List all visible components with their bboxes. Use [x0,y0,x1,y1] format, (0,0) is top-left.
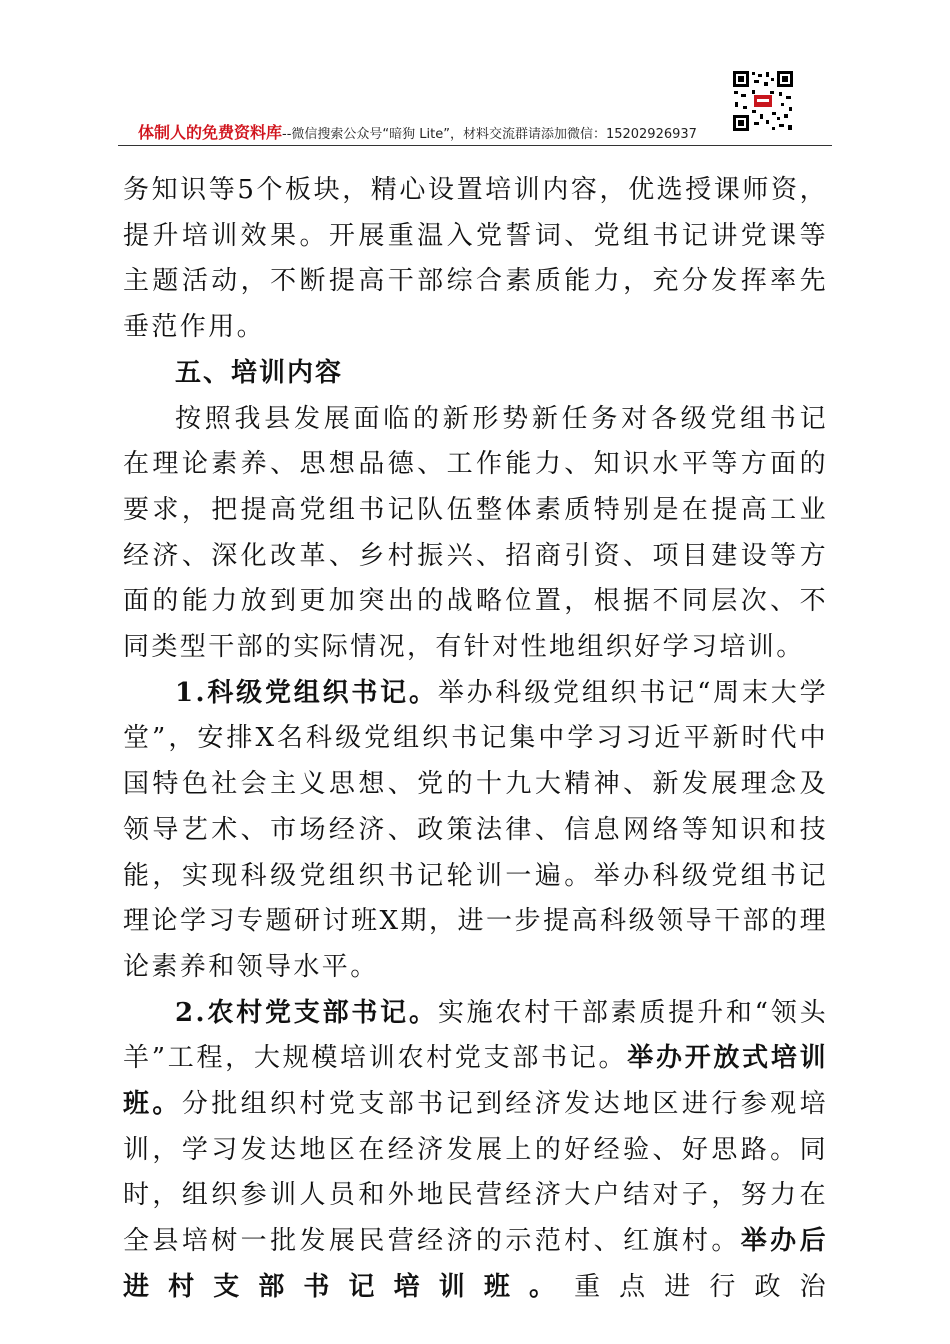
paragraph-continuation: 务知识等5个板块，精心设置培训内容，优选授课师资，提升培训效果。开展重温入党誓词、党组书记讲党课等主题活动，不断提高干部综合素质能力，充分发挥率先垂范作用。 [123,175,828,343]
item-2-text-b: 分批组织村党支部书记到经济发达地区进行参观培训，学习发达地区在经济发展上的好经验、好思路。同时，组织参训人员和外地民营经济大户结对子，努力在全县培树一批发展民营经济的示范村、红旗村。 [123,1089,828,1257]
header-brand: 体制人的免费资料库 [138,123,283,142]
item-1-text: 举办科级党组织书记“周末大学堂”，安排X名科级党组织书记集中学习习近平新时代中国特色社会主义思想、党的十九大精神、新发展理念及领导艺术、市场经济、政策法律、信息网络等知识和技能，实现科级党组织书记轮训一遍。举办科级党组书记理论学习专题研讨班X期，进一步提高科级领导干部的理论素养和领导水平。 [123,677,828,982]
item-2-subtitle-lagging-village: 举办后进村支部书记培训班。 [123,1226,828,1302]
item-2-subtitle-open-class: 举办开放式培训班。 [123,1043,828,1120]
item-1-title: 1.科级党组织书记。 [175,677,438,708]
header-divider [118,145,832,146]
document-body [123,168,828,1311]
section-heading-training-content: 五、培训内容 [175,357,344,388]
header-line [138,120,697,143]
item-2-title: 2.农村党支部书记。 [175,997,438,1028]
qr-code-icon [732,70,794,132]
page-header [118,68,832,146]
item-2-text-c: 重点进行政治 [574,1271,828,1302]
paragraph-training-overview: 按照我县发展面临的新形势新任务对各级党组书记在理论素养、思想品德、工作能力、知识水平等方面的要求，把提高党组书记队伍整体素质特别是在提高工业经济、深化改革、乡村振兴、招商引资、项目建设等方面的能力放到更加突出的战略位置，根据不同层次、不同类型干部的实际情况，有针对性地组织好学习培训。 [123,403,828,663]
header-tagline: --微信搜索公众号“暗狗 Lite”，材料交流群请添加微信：15202926937 [282,127,697,142]
paragraph-rural-branch-secretaries [123,991,828,1311]
paragraph-section-level-secretaries [123,671,828,991]
item-2-text-a: 实施农村干部素质提升和“领头羊”工程，大规模培训农村党支部书记。 [123,997,828,1074]
